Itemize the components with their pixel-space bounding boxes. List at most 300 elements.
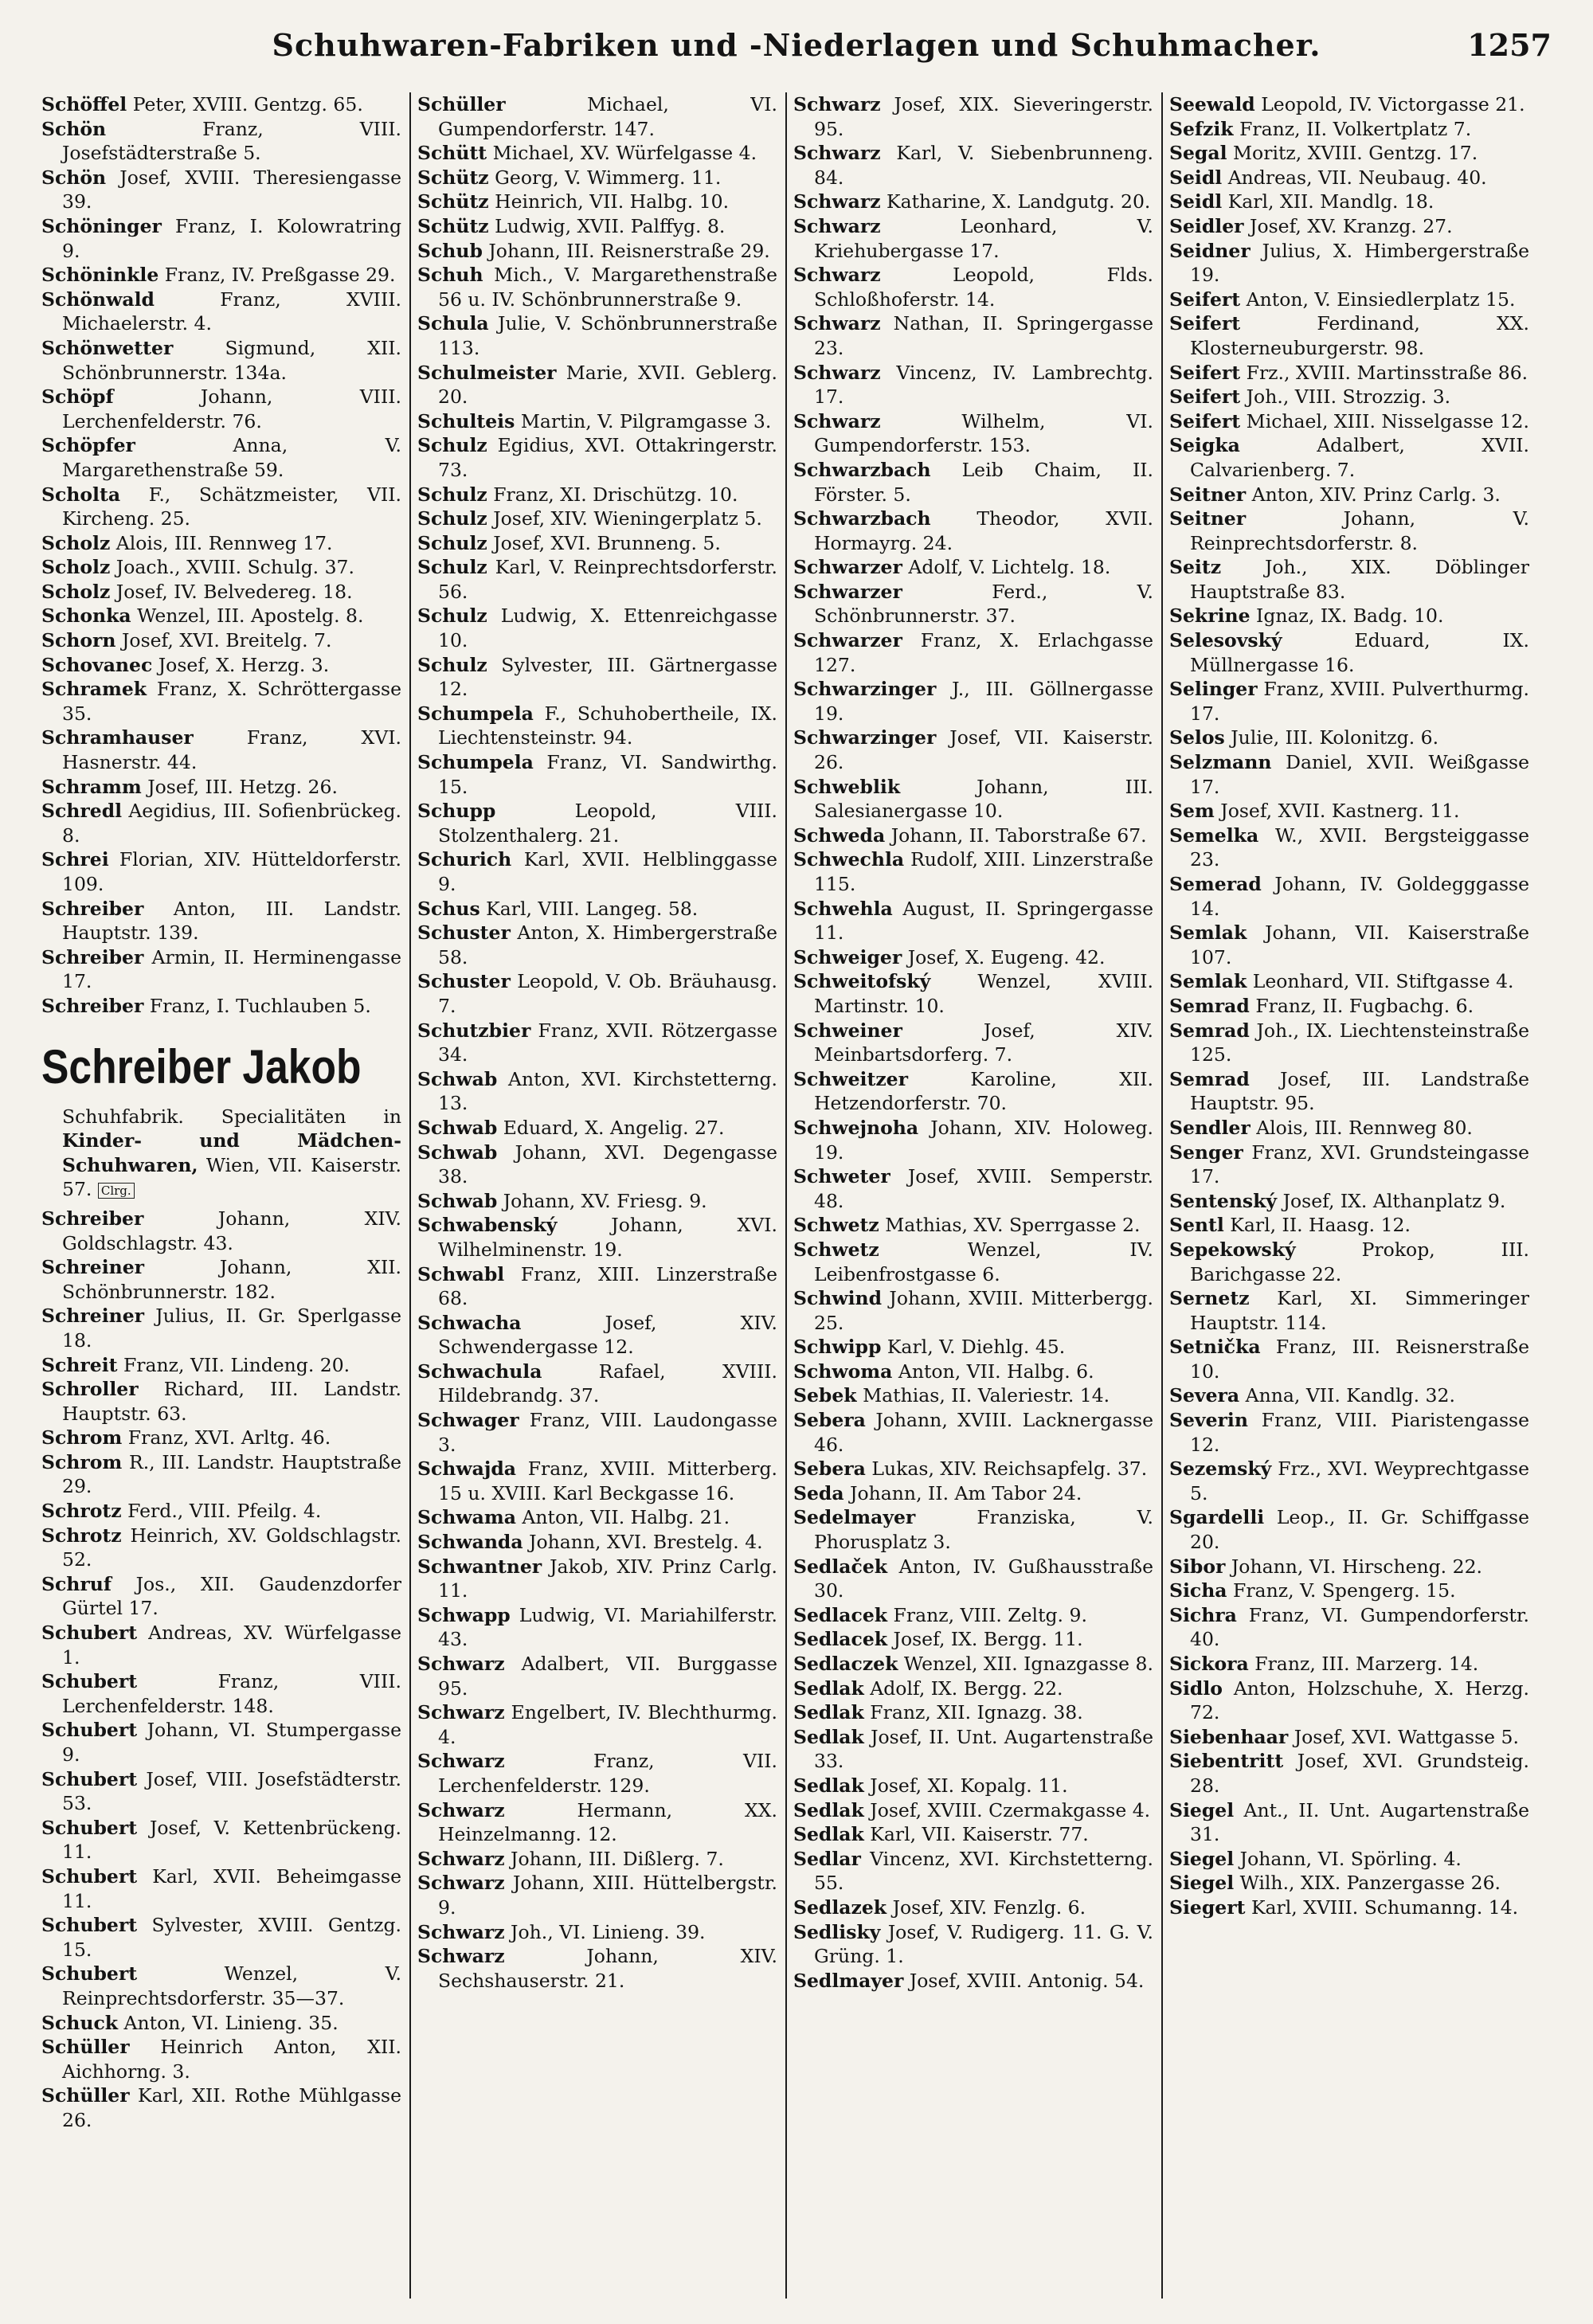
entry-detail: Joh., XIX. Döblinger Hauptstraße 83. <box>1190 556 1529 603</box>
entry-name: Schumpela <box>417 702 534 725</box>
directory-entry <box>41 214 401 263</box>
entry-detail: Rudolf, XIII. Linzerstraße 115. <box>814 848 1153 895</box>
entry-detail: Johann, XII. Schönbrunnerstr. 182. <box>62 1256 401 1303</box>
entry-detail: Ignaz, IX. Badg. 10. <box>1256 604 1444 628</box>
directory-entry <box>793 1116 1153 1164</box>
directory-entry <box>793 1555 1153 1603</box>
directory-entry <box>793 1457 1153 1481</box>
entry-name: Schreit <box>41 1353 118 1376</box>
directory-entry <box>793 897 1153 945</box>
directory-entry <box>793 1676 1153 1701</box>
entry-name: Schütz <box>417 214 489 237</box>
entry-name: Schütz <box>417 166 489 189</box>
directory-entry <box>1169 1896 1529 1920</box>
entry-detail: Franz, II. Volkertplatz 7. <box>1239 117 1472 140</box>
entry-name: Selinger <box>1169 678 1258 701</box>
entry-name: Schrei <box>41 848 109 871</box>
entry-detail: Leonhard, VII. Stiftgasse 4. <box>1252 970 1514 993</box>
entry-detail: Josef, XVIII. Czermakgasse 4. <box>870 1798 1151 1821</box>
entry-name: Schubert <box>41 1914 138 1937</box>
directory-entry <box>41 1450 401 1499</box>
directory-entry <box>41 1524 401 1572</box>
entry-name: Schwanda <box>417 1531 523 1554</box>
entry-name: Schulz <box>417 653 487 676</box>
directory-entry <box>1169 1652 1529 1676</box>
entry-name: Sgardelli <box>1169 1506 1265 1529</box>
entry-name: Sedlmayer <box>793 1969 904 1992</box>
entry-detail: Alois, III. Rennweg 17. <box>115 531 333 554</box>
entry-name: Schupp <box>417 800 496 823</box>
entry-name: Sebera <box>793 1409 866 1432</box>
entry-detail: Johann, XVI. Brestelg. 4. <box>529 1531 763 1554</box>
directory-entry <box>1169 1213 1529 1238</box>
entry-name: Schredl <box>41 800 123 823</box>
entry-name: Sichra <box>1169 1603 1237 1626</box>
entry-detail: Franz, X. Schröttergasse 35. <box>62 678 401 725</box>
entry-detail: R., III. Landstr. Hauptstraße 29. <box>62 1450 401 1498</box>
entry-name: Sedlak <box>793 1798 864 1821</box>
entry-name: Seifert <box>1169 312 1241 335</box>
entry-detail: Johann, VIII. Lerchenfelderstr. 76. <box>62 385 401 432</box>
entry-name: Sernetz <box>1169 1287 1250 1310</box>
entry-detail: Adalbert, VII. Burggasse 95. <box>438 1653 777 1700</box>
entry-detail: Engelbert, IV. Blechthurmg. 4. <box>438 1701 777 1748</box>
directory-entry <box>1169 409 1529 434</box>
directory-entry <box>417 1360 777 1408</box>
directory-entry <box>41 1207 401 1255</box>
entry-detail: Franz, VIII. Josefstädterstraße 5. <box>62 117 401 165</box>
directory-entry <box>793 1774 1153 1798</box>
entry-name: Sezemský <box>1169 1457 1272 1481</box>
directory-entry <box>41 604 401 628</box>
entry-name: Sedlaček <box>793 1555 888 1578</box>
entry-detail: Leopold, IV. Victorgasse 21. <box>1261 93 1525 115</box>
entry-name: Schwager <box>417 1409 519 1432</box>
entry-detail: Johann, XIII. Hüttelbergstr. 9. <box>438 1872 777 1919</box>
entry-name: Sedlak <box>793 1774 864 1797</box>
column-2 <box>417 92 777 2299</box>
entry-name: Schubert <box>41 1622 138 1645</box>
entry-name: Schön <box>41 117 107 140</box>
entry-detail: Marie, XVII. Geblerg. 20. <box>438 361 777 409</box>
entry-detail: Karl, XVII. Beheimgasse 11. <box>62 1864 401 1912</box>
entry-detail: Julius, II. Gr. Sperlgasse 18. <box>62 1305 401 1352</box>
entry-name: Schwipp <box>793 1336 882 1359</box>
entry-detail: Leopold, Flds. Schloßhoferstr. 14. <box>814 264 1153 311</box>
entry-name: Schuh <box>417 264 483 287</box>
directory-entry <box>1169 483 1529 507</box>
directory-entry <box>417 1530 777 1555</box>
advert-body <box>41 1105 401 1202</box>
entry-name: Schulz <box>417 556 487 579</box>
directory-entry <box>793 945 1153 970</box>
entry-name: Schuster <box>417 970 511 993</box>
entry-name: Schubert <box>41 1864 138 1888</box>
entry-detail: Vincenz, XVI. Kirchstetterng. 55. <box>814 1847 1153 1895</box>
entry-name: Semrad <box>1169 1019 1250 1042</box>
entry-detail: Richard, III. Landstr. Hauptstr. 63. <box>62 1378 401 1425</box>
directory-entry <box>417 263 777 311</box>
directory-entry <box>41 483 401 531</box>
entry-name: Sedlak <box>793 1725 864 1748</box>
directory-entry <box>41 1669 401 1718</box>
entry-name: Schöninkle <box>41 264 159 287</box>
entry-detail: Johann, XIV. Goldschlagstr. 43. <box>62 1207 401 1254</box>
column-2-entries <box>417 92 777 1993</box>
entry-detail: Prokop, III. Barichgasse 22. <box>1190 1238 1529 1285</box>
directory-entry <box>417 507 777 531</box>
entry-name: Schwabl <box>417 1262 505 1285</box>
entry-name: Schulteis <box>417 409 515 432</box>
entry-name: Schwarz <box>793 214 881 237</box>
entry-name: Schreiner <box>41 1256 145 1279</box>
entry-name: Schwarzinger <box>793 678 937 701</box>
advert-title: Schreiber Jakob <box>41 1039 362 1094</box>
directory-entry <box>793 580 1153 628</box>
entry-detail: Josef, XIV. Schwendergasse 12. <box>438 1311 777 1359</box>
entry-detail: Ludwig, VI. Mariahilferstr. 43. <box>438 1603 777 1651</box>
entry-name: Severa <box>1169 1384 1240 1407</box>
entry-detail: Karl, V. Reinprechtsdorferstr. 56. <box>438 556 777 603</box>
entry-name: Schwarzer <box>793 629 902 652</box>
entry-detail: August, II. Springergasse 11. <box>814 897 1153 945</box>
entry-name: Schweitofský <box>793 970 931 993</box>
directory-entry <box>1169 385 1529 409</box>
directory-entry <box>417 750 777 799</box>
entry-detail: Josef, XIX. Sieveringerstr. 95. <box>814 93 1153 140</box>
directory-entry <box>417 1847 777 1872</box>
entry-name: Schönwald <box>41 288 155 311</box>
directory-entry <box>1169 824 1529 872</box>
directory-entry <box>417 1457 777 1505</box>
entry-detail: Eduard, IX. Müllnergasse 16. <box>1190 629 1529 676</box>
entry-detail: Johann, III. Dißlerg. 7. <box>511 1847 724 1870</box>
entry-detail: Theodor, XVII. Hormayrg. 24. <box>814 507 1153 554</box>
entry-detail: Heinrich Anton, XII. Aichhorng. 3. <box>62 2036 401 2083</box>
directory-entry <box>41 117 401 166</box>
directory-entry <box>1169 1189 1529 1214</box>
entry-detail: F., Schätzmeister, VII. Kircheng. 25. <box>62 483 401 530</box>
entry-detail: Anton, IV. Gußhausstraße 30. <box>814 1555 1153 1602</box>
entry-detail: Franz, X. Erlachgasse 127. <box>814 629 1153 676</box>
entry-name: Schreiber <box>41 1207 144 1230</box>
directory-entry <box>793 1847 1153 1896</box>
entry-name: Seitner <box>1169 483 1247 506</box>
entry-name: Scholz <box>41 580 111 603</box>
directory-entry <box>41 2011 401 2036</box>
entry-name: Schulz <box>417 434 487 457</box>
directory-entry <box>793 775 1153 824</box>
column-divider <box>785 92 787 2299</box>
directory-entry <box>1169 1749 1529 1798</box>
column-1-entries <box>41 92 401 1019</box>
entry-detail: Anton, XIV. Prinz Carlg. 3. <box>1251 483 1501 506</box>
entry-detail: Michael, XIII. Nisselgasse 12. <box>1246 409 1529 432</box>
entry-detail: Anton, X. Himbergerstraße 58. <box>438 921 777 968</box>
directory-entry <box>41 2035 401 2083</box>
entry-name: Schwab <box>417 1189 498 1212</box>
entry-name: Schula <box>417 312 489 335</box>
entry-detail: Josef, V. Rudigerg. 11. G. V. Grüng. 1. <box>814 1920 1153 1968</box>
directory-entry <box>41 1377 401 1426</box>
directory-entry <box>41 1621 401 1669</box>
column-4-entries <box>1169 92 1529 1920</box>
entry-name: Sebek <box>793 1384 857 1407</box>
entry-detail: Ferdinand, XX. Klosterneuburgerstr. 98. <box>1190 312 1529 359</box>
entry-detail: Franz, I. Tuchlauben 5. <box>149 994 371 1017</box>
directory-entry <box>41 994 401 1019</box>
entry-detail: Josef, IV. Belvedereg. 18. <box>115 580 353 603</box>
entry-detail: Martin, V. Pilgramgasse 3. <box>520 409 772 432</box>
entry-detail: Michael, VI. Gumpendorferstr. 147. <box>438 93 777 140</box>
directory-entry <box>417 1140 777 1189</box>
entry-detail: Andreas, XV. Würfelgasse 1. <box>62 1622 401 1669</box>
entry-detail: Karl, XVII. Helblinggasse 9. <box>438 848 777 895</box>
entry-name: Sidlo <box>1169 1676 1223 1700</box>
directory-entry <box>1169 555 1529 604</box>
directory-entry <box>1169 1847 1529 1872</box>
entry-name: Schwarz <box>793 409 881 432</box>
entry-name: Seidner <box>1169 239 1251 262</box>
entry-detail: Franz, VIII. Piaristengasse 12. <box>1190 1409 1529 1456</box>
entry-name: Seewald <box>1169 93 1255 115</box>
entry-detail: Josef, XVIII. Theresiengasse 39. <box>62 166 401 213</box>
entry-name: Schwarzinger <box>793 726 937 749</box>
directory-entry <box>793 1019 1153 1067</box>
directory-entry <box>1169 1579 1529 1603</box>
directory-entry <box>793 190 1153 214</box>
directory-entry <box>793 1481 1153 1506</box>
directory-entry <box>1169 1457 1529 1505</box>
entry-name: Schwehla <box>793 897 893 920</box>
directory-entry <box>41 1913 401 1962</box>
entry-name: Schwarzer <box>793 556 902 579</box>
directory-entry <box>417 409 777 434</box>
directory-entry <box>41 897 401 945</box>
directory-entry <box>41 531 401 556</box>
advert-highlight: Kinder- und Mädchen-Schuhwaren, <box>62 1129 401 1176</box>
directory-entry <box>41 775 401 800</box>
entry-detail: Josef, III. Hetzg. 26. <box>147 775 338 798</box>
directory-entry <box>793 1505 1153 1554</box>
entry-detail: Moritz, XVIII. Gentzg. 17. <box>1233 142 1478 165</box>
entry-detail: Egidius, XVI. Ottakringerstr. 73. <box>438 434 777 481</box>
entry-name: Scholz <box>41 531 111 554</box>
entry-name: Seifert <box>1169 385 1241 409</box>
directory-entry <box>793 1383 1153 1408</box>
entry-name: Schubert <box>41 1767 138 1790</box>
directory-entry <box>417 1555 777 1603</box>
entry-detail: Johann, VI. Stumpergasse 9. <box>62 1719 401 1766</box>
entry-detail: Josef, XV. Kranzg. 27. <box>1250 214 1453 237</box>
directory-entry <box>41 847 401 896</box>
entry-name: Schwapp <box>417 1603 511 1626</box>
directory-entry <box>793 1286 1153 1335</box>
entry-name: Schrotz <box>41 1500 122 1523</box>
entry-name: Schwajda <box>417 1457 516 1481</box>
entry-name: Schüller <box>417 93 506 115</box>
directory-entry <box>41 1426 401 1450</box>
entry-name: Schweitzer <box>793 1067 909 1090</box>
directory-entry <box>417 555 777 604</box>
entry-detail: Karl, XII. Mandlg. 18. <box>1227 190 1434 213</box>
entry-detail: Julie, V. Schönbrunnerstraße 113. <box>438 312 777 359</box>
directory-entry <box>417 1067 777 1116</box>
directory-entry <box>793 847 1153 896</box>
directory-entry <box>793 1067 1153 1116</box>
directory-entry <box>1169 969 1529 994</box>
entry-name: Schurich <box>417 848 512 871</box>
entry-name: Schroller <box>41 1378 139 1401</box>
entry-detail: Johann, XVI. Wilhelminenstr. 19. <box>438 1214 777 1261</box>
entry-name: Schwarz <box>417 1847 505 1870</box>
entry-name: Schwarz <box>417 1872 505 1895</box>
entry-detail: Karoline, XII. Hetzendorferstr. 70. <box>814 1067 1153 1115</box>
entry-name: Seifert <box>1169 409 1241 432</box>
directory-entry <box>1169 117 1529 142</box>
entry-name: Schubert <box>41 1962 138 1986</box>
entry-name: Schwoma <box>793 1360 893 1383</box>
entry-name: Semlak <box>1169 970 1247 993</box>
entry-detail: Josef, IX. Althanplatz 9. <box>1282 1189 1506 1212</box>
directory-entry <box>417 897 777 921</box>
directory-entry <box>1169 433 1529 482</box>
entry-detail: Josef, X. Herzg. 3. <box>158 653 330 676</box>
directory-entry <box>41 433 401 482</box>
entry-name: Schrom <box>41 1450 123 1473</box>
directory-entry <box>417 799 777 847</box>
entry-name: Schwab <box>417 1116 498 1139</box>
directory-entry <box>417 1408 777 1457</box>
entry-detail: Franz, XII. Ignazg. 38. <box>870 1701 1083 1724</box>
directory-entry <box>41 1864 401 1913</box>
advert-block <box>41 1036 401 1202</box>
entry-name: Schwarz <box>793 361 881 384</box>
entry-name: Schulz <box>417 483 487 506</box>
entry-detail: Frz., XVI. Weyprechtgasse 5. <box>1190 1457 1529 1504</box>
entry-detail: Franz, VIII. Lerchenfelderstr. 148. <box>62 1670 401 1717</box>
directory-entry <box>793 677 1153 726</box>
entry-detail: Leib Chaim, II. Förster. 5. <box>814 458 1153 506</box>
entry-name: Semrad <box>1169 994 1250 1017</box>
entry-name: Semrad <box>1169 1067 1250 1090</box>
entry-name: Siegel <box>1169 1872 1235 1895</box>
entry-detail: Ludwig, XVII. Palffyg. 8. <box>495 214 726 237</box>
directory-entry <box>41 1816 401 1864</box>
directory-entry <box>41 1304 401 1352</box>
entry-detail: Anna, V. Margarethenstraße 59. <box>62 434 401 481</box>
entry-name: Seitz <box>1169 556 1222 579</box>
directory-entry <box>1169 141 1529 166</box>
directory-entry <box>41 653 401 678</box>
directory-entry <box>41 677 401 726</box>
directory-entry <box>417 1920 777 1945</box>
directory-entry <box>1169 1140 1529 1189</box>
directory-entry <box>417 214 777 239</box>
directory-entry <box>793 1725 1153 1774</box>
entry-detail: Josef, VII. Kaiserstr. 26. <box>814 726 1153 774</box>
directory-entry <box>1169 921 1529 969</box>
column-4 <box>1169 92 1529 2299</box>
entry-detail: Franz, VI. Gumpendorferstr. 40. <box>1190 1603 1529 1651</box>
entry-detail: Wenzel, XVIII. Martinstr. 10. <box>814 970 1153 1017</box>
directory-entry <box>41 628 401 653</box>
directory-entry <box>417 361 777 409</box>
entry-name: Semerad <box>1169 873 1262 895</box>
directory-entry <box>41 945 401 994</box>
entry-detail: Joh., IX. Liechtensteinstraße 125. <box>1190 1019 1529 1066</box>
entry-name: Schwarz <box>793 264 881 287</box>
directory-entry <box>793 1700 1153 1725</box>
entry-name: Schwarz <box>793 142 881 165</box>
entry-detail: Josef, XVIII. Antonig. 54. <box>909 1969 1145 1992</box>
entry-name: Schweblik <box>793 775 901 798</box>
entry-name: Sibor <box>1169 1555 1226 1578</box>
directory-entry <box>417 433 777 482</box>
entry-name: Sedlak <box>793 1823 864 1846</box>
entry-detail: Leop., II. Gr. Schiffgasse 20. <box>1190 1506 1529 1554</box>
entry-name: Schweiger <box>793 945 902 968</box>
directory-columns <box>41 92 1552 2299</box>
entry-detail: Julie, III. Kolonitzg. 6. <box>1231 726 1439 749</box>
entry-name: Schwejnoha <box>793 1116 919 1139</box>
entry-name: Schöffel <box>41 93 127 115</box>
directory-entry <box>417 702 777 750</box>
page-title: Schuhwaren-Fabriken und -Niederlagen und Schuhmacher. <box>272 27 1321 63</box>
entry-name: Schönwetter <box>41 336 174 359</box>
entry-name: Sedlacek <box>793 1603 888 1626</box>
directory-entry <box>41 92 401 117</box>
entry-name: Schonka <box>41 604 131 628</box>
entry-name: Schwachula <box>417 1360 542 1383</box>
entry-detail: Frz., XVIII. Martinsstraße 86. <box>1246 361 1528 384</box>
page-header <box>41 27 1552 75</box>
entry-detail: Karl, XI. Simmeringer Hauptstr. 114. <box>1190 1287 1529 1334</box>
directory-entry <box>1169 1798 1529 1847</box>
directory-entry <box>417 190 777 214</box>
entry-detail: Jos., XII. Gaudenzdorfer Gürtel 17. <box>62 1572 401 1620</box>
entry-detail: Josef, V. Kettenbrückeng. 11. <box>62 1816 401 1864</box>
entry-name: Schub <box>417 239 483 262</box>
advert-address: Wien, VII. Kaiserstr. 57. <box>62 1153 401 1201</box>
entry-name: Sedlacek <box>793 1628 888 1651</box>
entry-detail: Adolf, V. Lichtelg. 18. <box>908 556 1111 579</box>
directory-entry <box>41 1718 401 1766</box>
entry-detail: Anton, VI. Linieng. 35. <box>123 2011 339 2034</box>
entry-name: Schwetz <box>793 1214 879 1237</box>
entry-detail: Adolf, IX. Bergg. 22. <box>870 1676 1063 1700</box>
entry-detail: Karl, V. Siebenbrunneng. 84. <box>814 142 1153 189</box>
entry-detail: W., XVII. Bergsteiggasse 23. <box>1190 824 1529 871</box>
entry-detail: Ant., II. Unt. Augartenstraße 31. <box>1190 1798 1529 1846</box>
entry-detail: Johann, II. Am Tabor 24. <box>850 1481 1082 1504</box>
entry-name: Seidl <box>1169 190 1223 213</box>
entry-detail: Josef, X. Eugeng. 42. <box>907 945 1106 968</box>
entry-detail: Franz, XVII. Rötzergasse 34. <box>438 1019 777 1066</box>
entry-name: Schweter <box>793 1165 890 1188</box>
entry-name: Schreiber <box>41 945 144 968</box>
entry-name: Schön <box>41 166 107 189</box>
entry-name: Schüller <box>41 2084 130 2107</box>
entry-name: Selzmann <box>1169 751 1272 774</box>
entry-detail: Josef, XVI. Brunneng. 5. <box>493 531 721 554</box>
directory-entry <box>793 1164 1153 1213</box>
directory-entry <box>793 628 1153 677</box>
entry-name: Severin <box>1169 1409 1248 1432</box>
directory-entry <box>41 1499 401 1524</box>
entry-name: Segal <box>1169 142 1227 165</box>
entry-detail: Lukas, XIV. Reichsapfelg. 37. <box>871 1457 1148 1481</box>
